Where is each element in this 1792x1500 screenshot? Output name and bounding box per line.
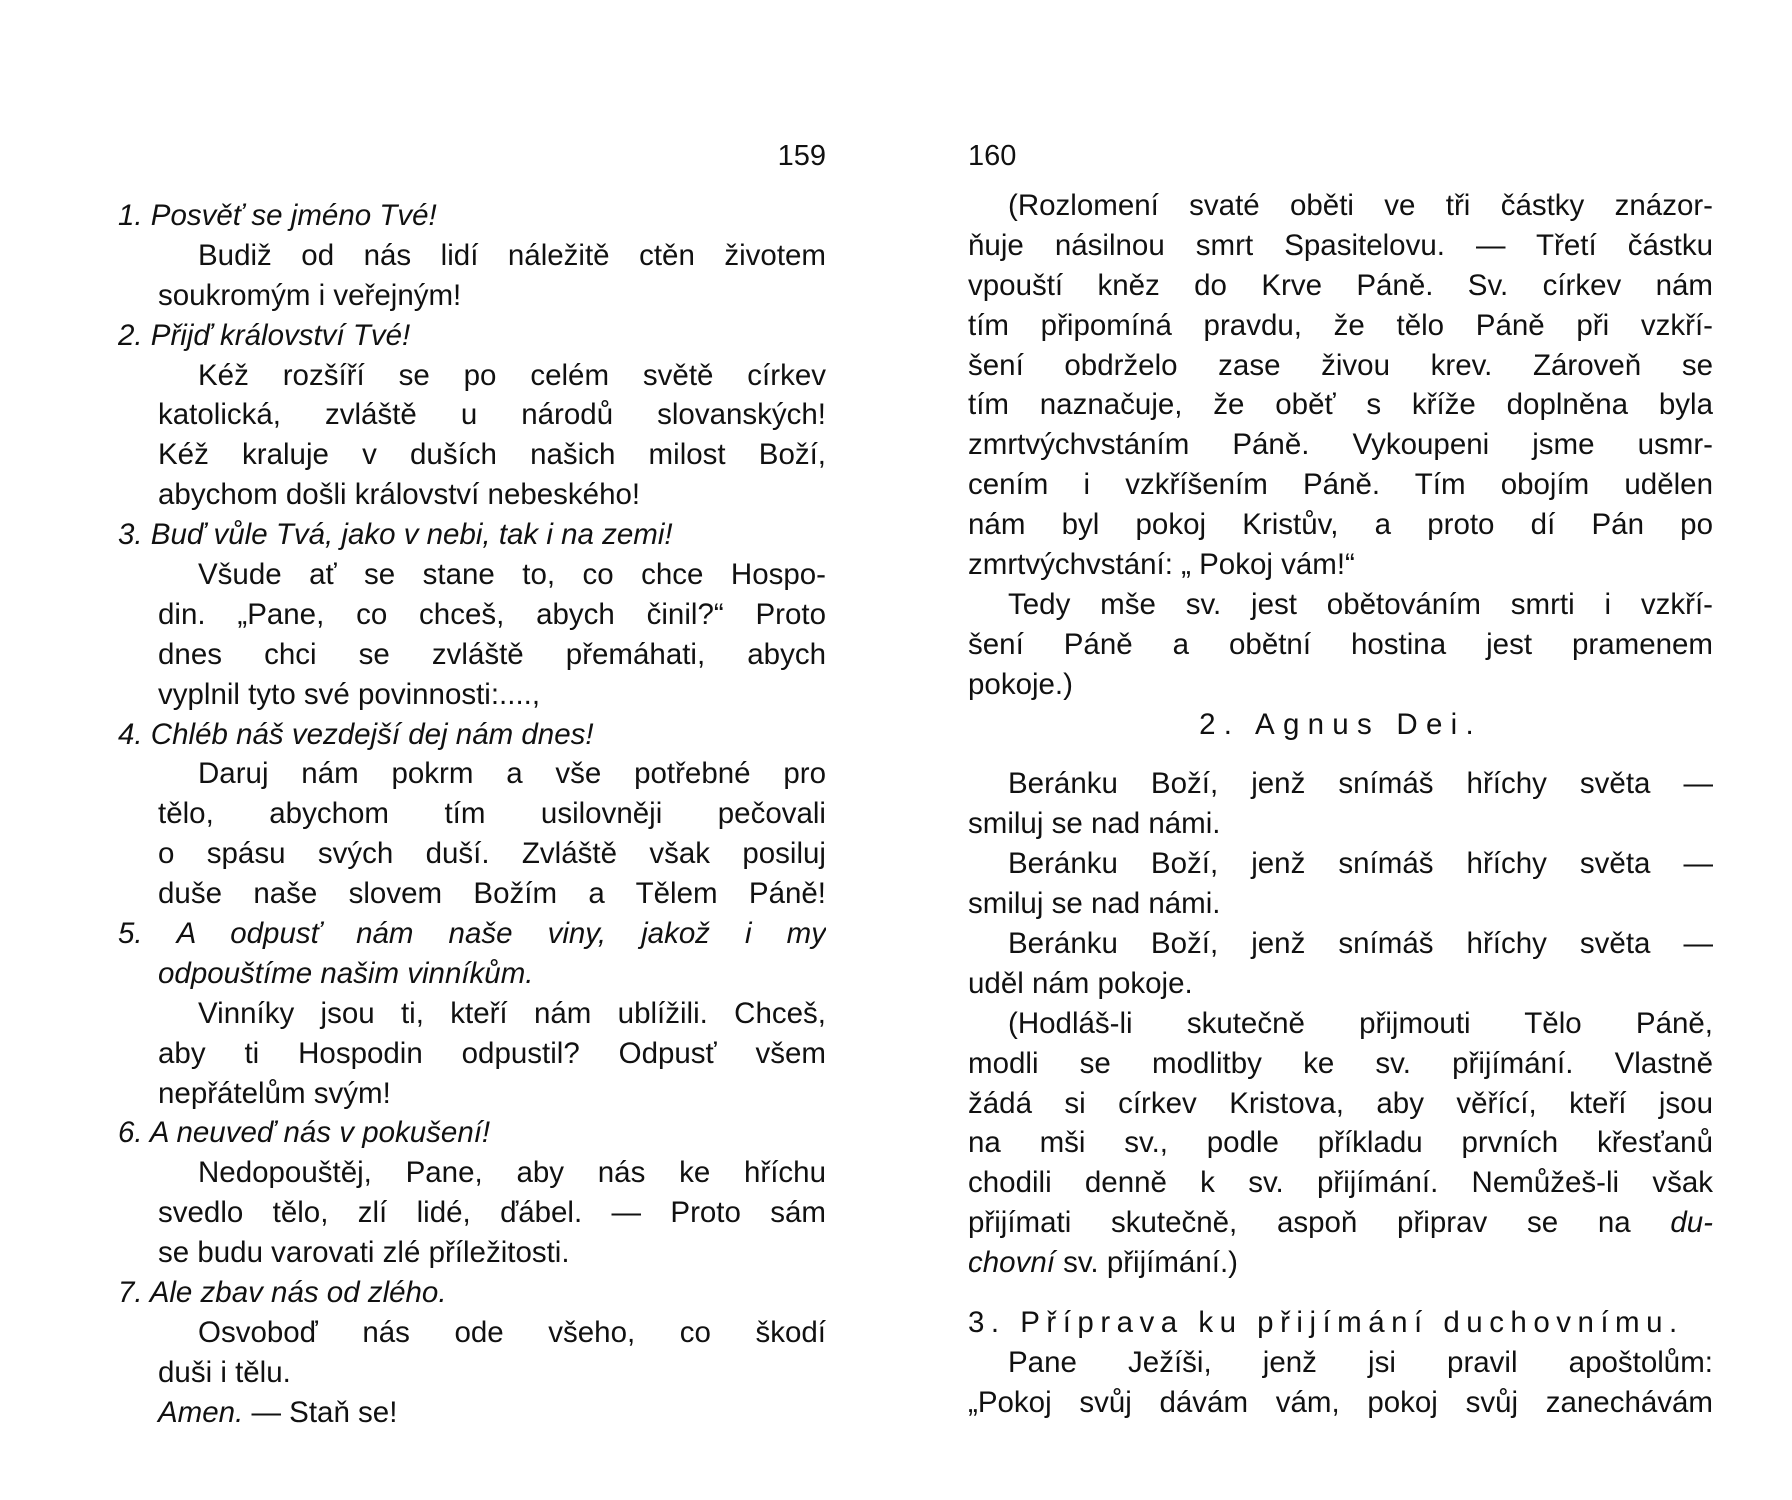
page-number: 159 xyxy=(777,140,826,172)
text-line: chodili denně k sv. přijímání. Nemůžeš-li však xyxy=(968,1166,1713,1200)
text-line: modli se modlitby ke sv. přijímání. Vlastně xyxy=(968,1046,1713,1080)
text-line: o spásu svých duší. Zvláště však posiluj xyxy=(158,837,826,871)
text-line: Daruj nám pokrm a vše potřebné pro xyxy=(198,757,826,791)
text-line: šení obdrželo zase živou krev. Zároveň se xyxy=(968,348,1713,382)
text-line: Pane Ježíši, jenž jsi pravil apoštolům: xyxy=(1008,1345,1713,1379)
closing-line xyxy=(118,1393,826,1433)
text-line xyxy=(968,1243,1713,1283)
text-line: na mši sv., podle příkladu prvních křesťanů xyxy=(968,1126,1713,1160)
petition-heading: odpouštíme našim vinníkům. xyxy=(158,956,534,990)
text-line: Kéž kraluje v duších našich milost Boží, xyxy=(158,438,826,472)
text-line: Beránku Boží, jenž snímáš hříchy světa — xyxy=(1008,927,1713,961)
text-line: ňuje násilnou smrt Spasitelovu. — Třetí částku xyxy=(968,228,1713,262)
text-line: tělo, abychom tím usilovněji pečovali xyxy=(158,797,826,831)
text-line: uděl nám pokoje. xyxy=(968,966,1193,1000)
line-text-italic: du- xyxy=(1670,1206,1713,1240)
text-line: vpouští kněz do Krve Páně. Sv. církev nám xyxy=(968,268,1713,302)
right-page xyxy=(968,0,1713,1500)
text-line: Beránku Boží, jenž snímáš hříchy světa — xyxy=(1008,767,1713,801)
text-line: se budu varovati zlé příležitosti. xyxy=(158,1236,570,1270)
right-page-text xyxy=(968,186,1713,1423)
text-line: Kéž rozšíří se po celém světě církev xyxy=(198,358,826,392)
text-line: svedlo tělo, zlí lidé, ďábel. — Proto sám xyxy=(158,1196,826,1230)
section-heading: 2. Agnus Dei. xyxy=(1199,707,1482,741)
line-text: sv. přijímání.) xyxy=(1063,1246,1238,1280)
petition-heading: 5. A odpusť nám naše viny, jakož i my xyxy=(118,917,826,951)
petition-heading: 6. A neuveď nás v pokušení! xyxy=(118,1116,491,1150)
petition-heading: 4. Chléb náš vezdejší dej nám dnes! xyxy=(118,717,594,751)
amen-word: Amen. xyxy=(158,1395,244,1429)
text-line: nám byl pokoj Kristův, a proto dí Pán po xyxy=(968,508,1713,542)
text-line: pokoje.) xyxy=(968,667,1073,701)
text-line: din. „Pane, co chceš, abych činil?“ Proto xyxy=(158,597,826,631)
petition-heading: 2. Přijď království Tvé! xyxy=(118,318,411,352)
petition-heading: 3. Buď vůle Tvá, jako v nebi, tak i na zemi! xyxy=(118,518,673,552)
text-line: žádá si církev Kristova, aby věřící, kteří jsou xyxy=(968,1086,1713,1120)
closing-text: — Staň se! xyxy=(251,1395,398,1429)
text-line: smiluj se nad námi. xyxy=(968,887,1221,921)
text-line: nepřátelům svým! xyxy=(158,1076,391,1110)
text-line: tím připomíná pravdu, že tělo Páně při vzkří- xyxy=(968,308,1713,342)
text-line: soukromým i veřejným! xyxy=(158,278,462,312)
text-line: katolická, zvláště u národů slovanských! xyxy=(158,398,826,432)
text-line: (Rozlomení svaté oběti ve tři částky znázor- xyxy=(1008,189,1713,222)
left-page xyxy=(118,0,826,1500)
text-line: Budiž od nás lidí náležitě ctěn životem xyxy=(198,238,826,272)
petition-heading: 7. Ale zbav nás od zlého. xyxy=(118,1276,447,1310)
text-line: vyplnil tyto své povinnosti:...., xyxy=(158,677,541,711)
text-line: cením i vzkříšením Páně. Tím obojím udělen xyxy=(968,468,1713,502)
text-line: Vinníky jsou ti, kteří nám ublížili. Chceš, xyxy=(198,996,826,1030)
text-line: „Pokoj svůj dávám vám, pokoj svůj zanechávám xyxy=(968,1385,1713,1419)
text-line: dnes chci se zvláště přemáhati, abych xyxy=(158,637,826,671)
text-line: duše naše slovem Božím a Tělem Páně! xyxy=(158,877,826,911)
text-line: duši i tělu. xyxy=(158,1355,291,1389)
section-heading: 3. Příprava ku přijímání duchovnímu. xyxy=(968,1306,1684,1340)
text-line: (Hodláš-li skutečně přijmouti Tělo Páně, xyxy=(1008,1006,1713,1040)
text-line: aby ti Hospodin odpustil? Odpusť všem xyxy=(158,1036,826,1070)
left-page-text xyxy=(118,196,826,1433)
text-line: tím naznačuje, že oběť s kříže doplněna byla xyxy=(968,388,1713,422)
text-line: zmrtvýchvstáním Páně. Vykoupeni jsme usmr- xyxy=(968,428,1713,462)
page-number: 160 xyxy=(968,140,1017,172)
text-line: Tedy mše sv. jest obětováním smrti i vzkří- xyxy=(1008,587,1713,621)
text-line: Osvoboď nás ode všeho, co škodí xyxy=(198,1315,826,1349)
text-line: šení Páně a obětní hostina jest pramenem xyxy=(968,627,1713,661)
line-text: přijímati skutečně, aspoň připrav se na xyxy=(968,1206,1631,1240)
text-line: Beránku Boží, jenž snímáš hříchy světa — xyxy=(1008,847,1713,881)
petition-heading: 1. Posvěť se jméno Tvé! xyxy=(118,199,437,232)
text-line: zmrtvýchvstání: „ Pokoj vám!“ xyxy=(968,548,1355,582)
text-line: abychom došli království nebeského! xyxy=(158,478,641,512)
text-line xyxy=(968,1203,1713,1243)
line-text-italic: chovní xyxy=(968,1246,1055,1280)
text-line: Nedopouštěj, Pane, aby nás ke hříchu xyxy=(198,1156,826,1190)
text-line: smiluj se nad námi. xyxy=(968,807,1221,841)
text-line: Všude ať se stane to, co chce Hospo- xyxy=(198,558,826,592)
